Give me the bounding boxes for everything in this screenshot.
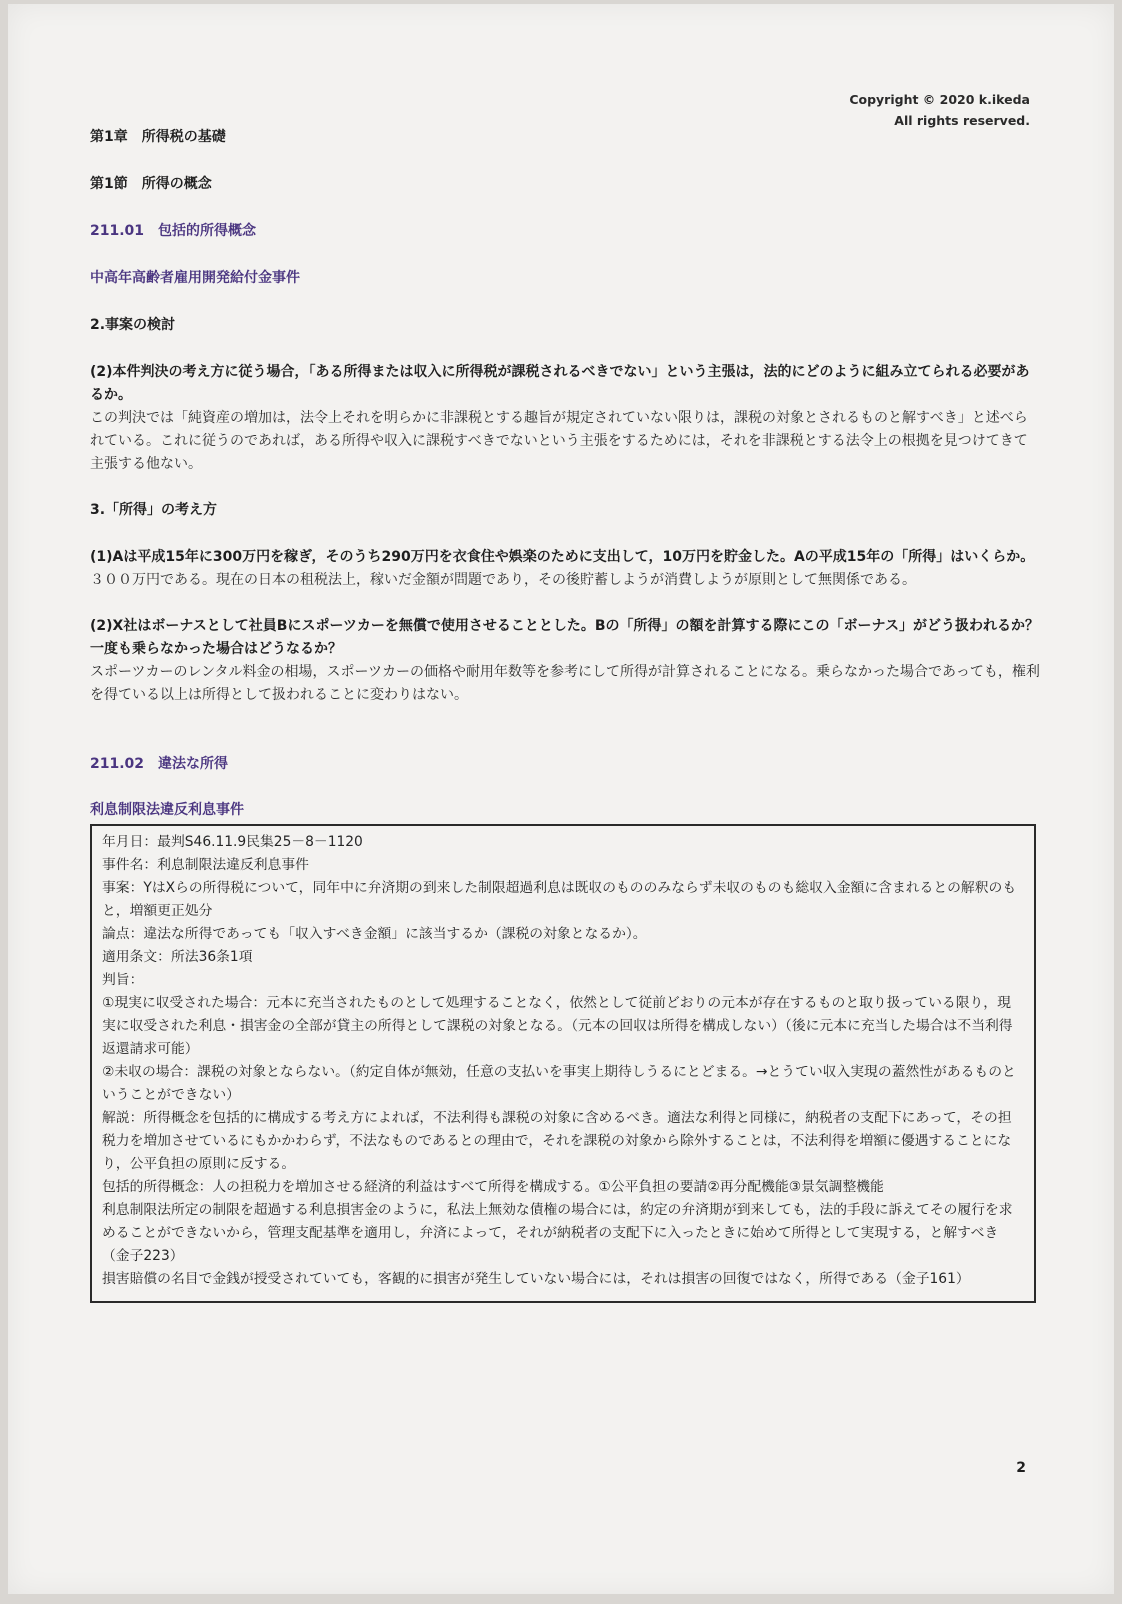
question-3-1: (1)Aは平成15年に300万円を稼ぎ，そのうち290万円を衣食住や娯楽のために支出して，10万円を貯金した。Aの平成15年の「所得」はいくらか。 bbox=[90, 549, 1035, 565]
case-title-2: 利息制限法違反利息事件 bbox=[90, 802, 244, 818]
note-1: 利息制限法所定の制限を超過する利息損害金のように，私法上無効な債権の場合には，約定の弁済期が到来しても，法的手段に訴えてその履行を求めることができないから，管理支配基準を適用し，弁済によって，それが納税者の支配下に入ったときに始めて所得として実現する，と解すべき（金子223） bbox=[102, 1202, 1013, 1264]
topic-heading-211-01: 211.01 包括的所得概念 bbox=[90, 223, 257, 239]
note-2: 損害賠償の名目で金銭が授受されていても，客観的に損害が発生していない場合には，それは損害の回復ではなく，所得である（金子161） bbox=[102, 1271, 970, 1287]
question-2: (2)本件判決の考え方に従う場合，「ある所得または収入に所得税が課税されるべきでない」という主張は，法的にどのように組み立てられる必要があるか。 bbox=[90, 364, 1030, 403]
section-heading: 第1節 所得の概念 bbox=[90, 176, 212, 192]
copyright-line: Copyright © 2020 k.ikeda bbox=[849, 92, 1030, 107]
document-page bbox=[8, 4, 1114, 1594]
commentary: 解説：所得概念を包括的に構成する考え方によれば，不法利得も課税の対象に含めるべき。適法な利得と同様に，納税者の支配下にあって，その担税力を増加させているにもかかわらず，不法なものであるとの理由で，それを課税の対象から除外することは，不法利得を増額に優遇することになり，公平負担の原則に反する。 bbox=[102, 1110, 1012, 1172]
sub-heading-3: 3.「所得」の考え方 bbox=[90, 502, 218, 518]
copyright-notice bbox=[849, 89, 1030, 131]
case-date: 年月日：最判S46.11.9民集25－8－1120 bbox=[102, 834, 363, 850]
sub-heading-2: 2.事案の検討 bbox=[90, 317, 176, 333]
main-content bbox=[90, 126, 1040, 1303]
chapter-heading: 第1章 所得税の基礎 bbox=[90, 129, 226, 145]
question-3-2: (2)X社はボーナスとして社員Bにスポーツカーを無償で使用させることとした。Bの「所得」の額を計算する際にこの「ボーナス」がどう扱われるか？一度も乗らなかった場合はどうなるか？ bbox=[90, 618, 1039, 657]
income-concept: 包括的所得概念：人の担税力を増加させる経済的利益はすべて所得を構成する。①公平負担の要請②再分配機能③景気調整機能 bbox=[102, 1179, 884, 1195]
holding-label: 判旨： bbox=[102, 972, 144, 988]
page-number: 2 bbox=[1016, 1460, 1026, 1476]
answer-3-1: ３００万円である。現在の日本の租税法上，稼いだ金額が問題であり，その後貯蓄しようが消費しようが原則として無関係である。 bbox=[90, 572, 916, 588]
case-law: 適用条文：所法36条1項 bbox=[102, 949, 253, 965]
topic-heading-211-02: 211.02 違法な所得 bbox=[90, 756, 229, 772]
case-issue: 論点：違法な所得であっても「収入すべき金額」に該当するか（課税の対象となるか）。 bbox=[102, 926, 647, 942]
answer-3-2: スポーツカーのレンタル料金の相場，スポーツカーの価格や耐用年数等を参考にして所得が計算されることになる。乗らなかった場合であっても，権利を得ている以上は所得として扱われることに変わりはない。 bbox=[90, 664, 1040, 703]
answer-2: この判決では「純資産の増加は，法令上それを明らかに非課税とする趣旨が規定されていない限りは，課税の対象とされるものと解すべき」と述べられている。これに従うのであれば，ある所得や収入に課税すべきでないという主張をするためには，それを非課税とする法令上の根拠を見つけてきて主張する他ない。 bbox=[90, 410, 1028, 472]
case-name: 事件名：利息制限法違反利息事件 bbox=[102, 857, 309, 873]
case-summary-box bbox=[90, 824, 1036, 1303]
holding-2: ②未収の場合：課税の対象とならない。（約定自体が無効，任意の支払いを事実上期待しうるにとどまる。→とうてい収入実現の蓋然性があるものということができない） bbox=[102, 1064, 1016, 1103]
case-facts: 事案：YはXらの所得税について，同年中に弁済期の到来した制限超過利息は既収のもののみならず未収のものも総収入金額に含まれるとの解釈のもと，増額更正処分 bbox=[102, 880, 1017, 919]
case-title-1: 中高年高齢者雇用開発給付金事件 bbox=[90, 270, 300, 286]
holding-1: ①現実に収受された場合：元本に充当されたものとして処理することなく，依然として従前どおりの元本が存在するものと取り扱っている限り，現実に収受された利息・損害金の全部が貸主の所得として課税の対象となる。（元本の回収は所得を構成しない）（後に元本に充当した場合は不当利得返還請求可能） bbox=[102, 995, 1013, 1057]
rights-line: All rights reserved. bbox=[894, 113, 1030, 128]
